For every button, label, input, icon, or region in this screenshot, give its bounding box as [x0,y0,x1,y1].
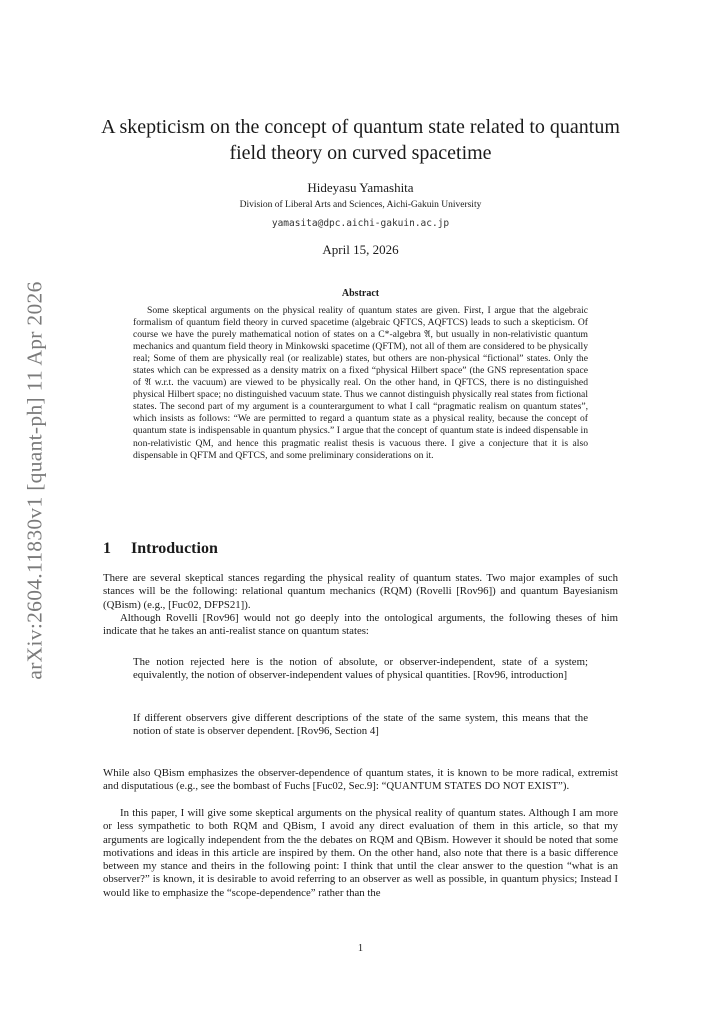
paragraph: In this paper, I will give some skeptical arguments on the physical reality of quantum states. Although I am more or less sympathetic to both RQM and QBism, I avoid any direct evaluation of them in this article, so that my arguments are logically independent from the the debates on RQM and QBism. However it should be noted that some motivations and ideas in this article are inspired by them. On the other hand, also note that there is a basic difference between my stance and theirs in the following point: I think that until the clear answer to the question “what is an observer?” is known, it is desirable to avoid referring to an observer as well as possible, in quantum physics; Instead I would like to emphasize the “scope-dependence” rather than the [103,807,618,899]
section-title: Introduction [131,540,218,557]
paragraph: There are several skeptical stances regarding the physical reality of quantum states. Two major examples of such stances will be the following: relational quantum mechanics (RQM) (Rovelli [Rov96]) and quantum Bayesianism (QBism) (e.g., [Fuc02, DFPS21]). [103,572,618,611]
paragraph: While also QBism emphasizes the observer-dependence of quantum states, it is known to be more radical, extremist and disputatious (e.g., see the bombast of Fuchs [Fuc02, Sec.9]: “QUANTUM STATES DO NOT EXIST”). [103,767,618,793]
section-heading [103,540,218,558]
arxiv-stamp-text: arXiv:2604.11830v1 [quant-ph] 11 Apr 2026 [22,280,47,680]
section-number: 1 [103,540,111,557]
page-number: 1 [357,943,364,954]
author-email: yamasita@dpc.aichi-gakuin.ac.jp [271,218,450,229]
block-quote: The notion rejected here is the notion of absolute, or observer-independent, state of a system; equivalently, the notion of observer-independent values of physical quantities. [Rov96, introduction] [133,656,588,682]
paragraph: Although Rovelli [Rov96] would not go deeply into the ontological arguments, the following theses of him indicate that he takes an anti-realist stance on quantum states: [103,612,618,638]
arxiv-stamp [12,280,58,680]
paper-date: April 15, 2026 [322,242,399,257]
author-name: Hideyasu Yamashita [307,180,414,195]
abstract-heading: Abstract [341,288,380,299]
paper-title: A skepticism on the concept of quantum state related to quantum field theory on curved spacetime [101,116,620,164]
abstract-text: Some skeptical arguments on the physical reality of quantum states are given. First, I argue that the algebraic formalism of quantum field theory in curved spacetime (algebraic QFTCS, AQFTCS) leads to such a skepticism. Of course we have the purely mathematical notion of states on a C*-algebra 𝔄, but usually in non-relativistic quantum mechanics and quantum field theory in Minkowski spacetime (QFTM), not all of them are considered to be physically real; Some of them are physically real (or realizable) states, but others are non-physical “fictional” states. Only the states which can be expressed as a density matrix on a fixed “physical Hilbert space” (the GNS representation space of 𝔄 w.r.t. the vacuum) are viewed to be physically real. On the other hand, in QFTCS, there is no distinguished physical Hilbert space; no distinguished vacuum state. Thus we cannot distinguish physically real states from fictional states. The second part of my argument is a counterargument to what I call “pragmatic realism on quantum states”, which insists as follows: “We are permitted to regard a quantum state as a physical reality, because the concept of quantum state is indispensable in quantum physics.” I argue that the concept of quantum state is indeed dispensable in non-relativistic QM, and hence this pragmatic realist thesis is vacuous there. I give a conjecture that it is also dispensable in QFTM and QFTCS, and some preliminary considerations on it. [133,305,588,461]
block-quote: If different observers give different descriptions of the state of the same system, this means that the notion of state is observer dependent. [Rov96, Section 4] [133,712,588,738]
author-affiliation: Division of Liberal Arts and Sciences, Aichi-Gakuin University [239,200,482,210]
